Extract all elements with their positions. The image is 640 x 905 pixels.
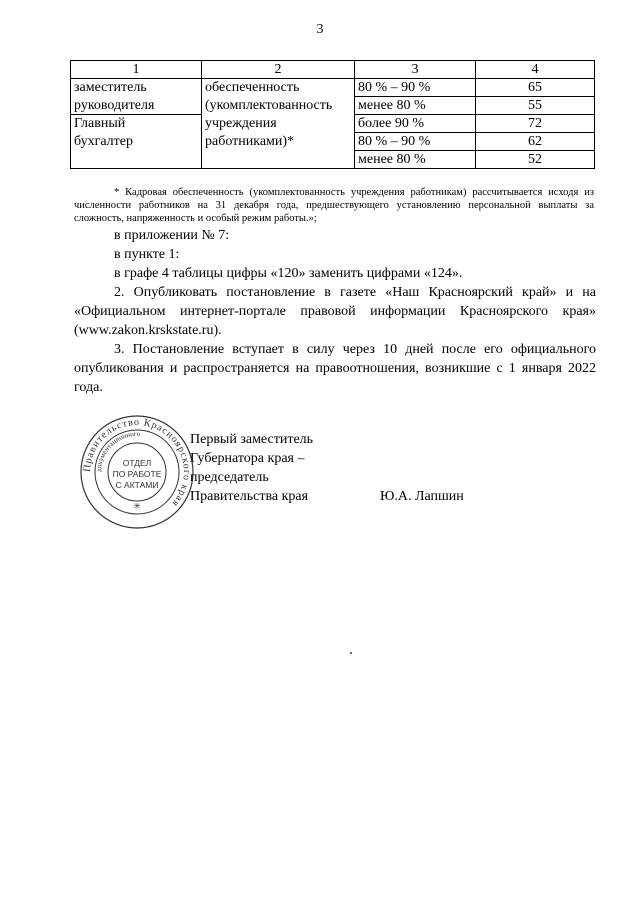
table-row — [71, 151, 595, 169]
table-cell-range: менее 80 % — [355, 97, 476, 115]
table-header-cell: 2 — [202, 61, 355, 79]
seal-center-line: ПО РАБОТЕ — [112, 469, 162, 479]
scan-artifact — [350, 652, 352, 654]
svg-text:✳: ✳ — [133, 501, 141, 511]
table-cell-value: 52 — [476, 151, 595, 169]
table-cell-position: руководителя — [71, 97, 202, 115]
table-header-cell: 4 — [476, 61, 595, 79]
paragraph-publication: 2. Опубликовать постановление в газете «Наш Красноярский край» и на «Официальном интернет-портале правовой информации Красноярского края» (www.zakon.krskstate.ru). — [74, 285, 596, 338]
page-number: 3 — [316, 22, 324, 37]
table-cell-position: бухгалтер — [71, 133, 202, 151]
table-cell-range: менее 80 % — [355, 151, 476, 169]
signature-block — [190, 430, 610, 506]
table-cell-range: более 90 % — [355, 115, 476, 133]
table-cell-value: 65 — [476, 79, 595, 97]
seal-center-line: ОТДЕЛ — [122, 458, 152, 468]
table-cell-indicator: обеспеченность — [202, 79, 355, 97]
signatory-name: Ю.А. Лапшин — [380, 489, 464, 504]
amendment-line: в пункте 1: — [114, 247, 180, 262]
footnote-text: * Кадровая обеспеченность (укомплектованность учреждения работникам) рассчитывается исходя из численности работников на 31 декабря года, предшествующего установлению персональной выплаты за сложность, напряженность и особый режим работы.»; — [74, 187, 594, 224]
amendment-line: в графе 4 таблицы цифры «120» заменить цифрами «124». — [114, 266, 463, 281]
table-cell-position: Главный — [71, 115, 202, 133]
table-cell-range: 80 % – 90 % — [355, 133, 476, 151]
table-cell-indicator: (укомплектованность — [202, 97, 355, 115]
table-row — [71, 115, 595, 133]
paragraph-effective-date: 3. Постановление вступает в силу через 10 дней после его официального опубликования и распространяется на правоотношения, возникшие с 1 января 2022 года. — [74, 342, 596, 395]
table-cell-position: заместитель — [71, 79, 202, 97]
amendment-line: в приложении № 7: — [114, 228, 230, 243]
signatory-title-line: Губернатора края – — [190, 451, 305, 466]
table-cell-indicator — [202, 151, 355, 169]
seal-outer-text: Правительство Красноярского края — [81, 416, 193, 510]
table-header-cell: 3 — [355, 61, 476, 79]
seal-center-line: С АКТАМИ — [115, 480, 159, 490]
table-cell-value: 72 — [476, 115, 595, 133]
table-header-cell: 1 — [71, 61, 202, 79]
official-seal — [78, 413, 196, 531]
document-body — [74, 226, 596, 397]
table-row — [71, 79, 595, 97]
table-cell-indicator: учреждения — [202, 115, 355, 133]
table-cell-range: 80 % – 90 % — [355, 79, 476, 97]
signatory-title-line: Первый заместитель — [190, 432, 314, 447]
table-cell-indicator: работниками)* — [202, 133, 355, 151]
table-cell-position — [71, 151, 202, 169]
footnote — [74, 186, 594, 225]
table-row — [71, 133, 595, 151]
seal-inner-text: документационного — [94, 429, 141, 473]
table-cell-value: 62 — [476, 133, 595, 151]
data-table — [70, 60, 595, 169]
table-header-row — [71, 61, 595, 79]
table-cell-value: 55 — [476, 97, 595, 115]
seal-icon — [78, 413, 196, 531]
signatory-title-line: председатель — [190, 470, 269, 485]
signatory-title-line: Правительства края — [190, 489, 309, 504]
table-row — [71, 97, 595, 115]
